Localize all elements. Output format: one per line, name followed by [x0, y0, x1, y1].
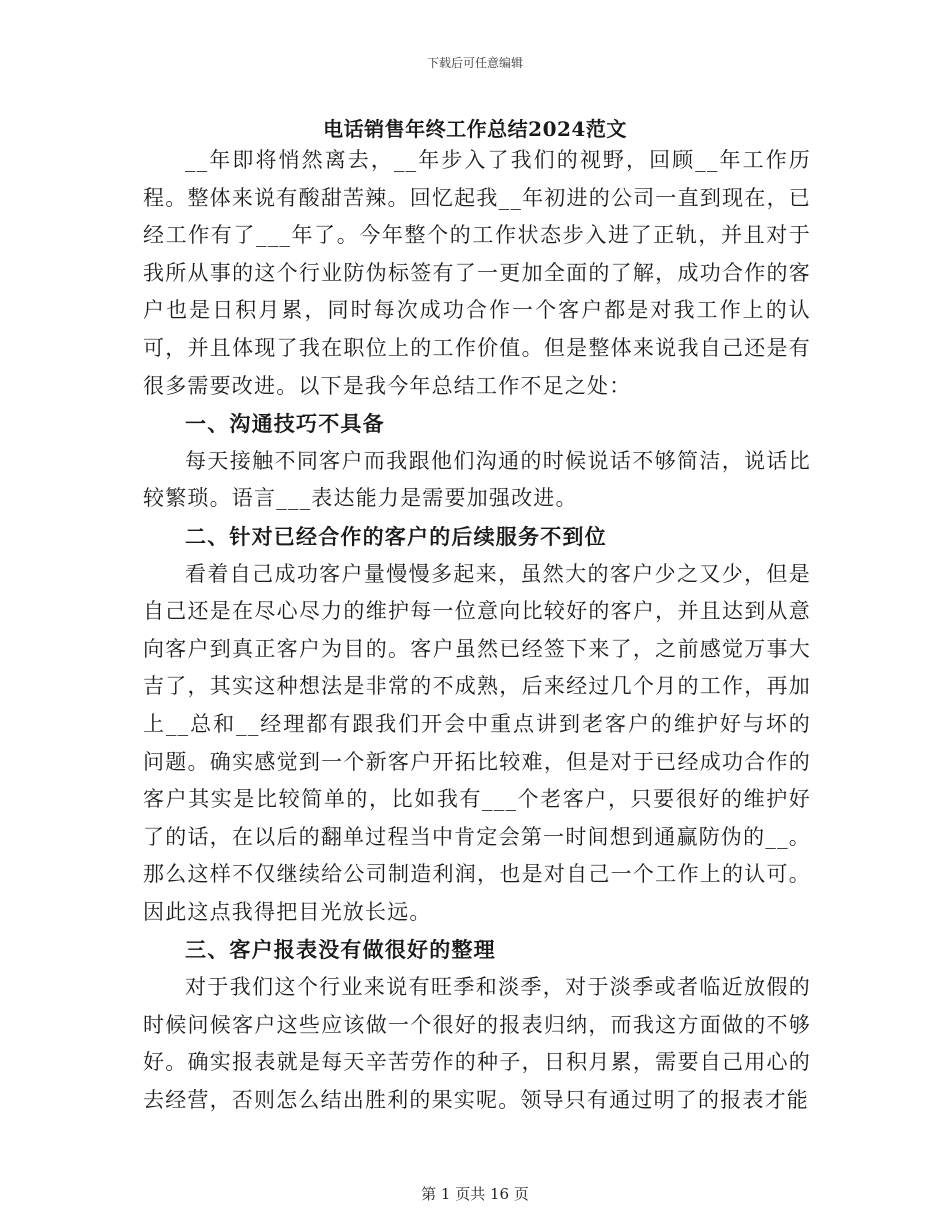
intro-paragraph: __年即将悄然离去，__年步入了我们的视野，回顾__年工作历程。整体来说有酸甜苦辣。回忆起我__年初进的公司一直到现在，已经工作有了___年了。今年整个的工作状态步入进了正轨，并且对于我所从事的这个行业防伪标签有了一更加全面的了解，成功合作的客户也是日积月累，同时每次成功合作一个客户都是对我工作上的认可，并且体现了我在职位上的工作价值。但是整体来说我自己还是有很多需要改进。以下是我今年总结工作不足之处：	[143, 148, 811, 398]
document-title: 电话销售年终工作总结2024范文	[323, 117, 627, 141]
section-heading-3: 三、客户报表没有做很好的整理	[185, 937, 496, 963]
download-note: 下载后可任意编辑	[426, 56, 523, 70]
page-number: 第 1 页共 16 页	[421, 1185, 529, 1203]
document-body	[143, 142, 811, 1119]
section-heading-1: 一、沟通技巧不具备	[185, 411, 385, 437]
section-paragraph-3: 对于我们这个行业来说有旺季和淡季，对于淡季或者临近放假的时候问候客户这些应该做一个很好的报表归纳，而我这方面做的不够好。确实报表就是每天辛苦劳作的种子，日积月累，需要自己用心的去经营，否则怎么结出胜利的果实呢。领导只有通过明了的报表才能	[143, 975, 811, 1112]
section-paragraph-1: 每天接触不同客户而我跟他们沟通的时候说话不够简洁，说话比较繁琐。语言___表达能力是需要加强改进。	[143, 448, 811, 511]
section-paragraph-2: 看着自己成功客户量慢慢多起来，虽然大的客户少之又少，但是自己还是在尽心尽力的维护每一位意向比较好的客户，并且达到从意向客户到真正客户为目的。客户虽然已经签下来了，之前感觉万事大吉了，其实这种想法是非常的不成熟，后来经过几个月的工作，再加上__总和__经理都有跟我们开会中重点讲到老客户的维护好与坏的问题。确实感觉到一个新客户开拓比较难，但是对于已经成功合作的客户其实是比较简单的，比如我有___个老客户，只要很好的维护好了的话，在以后的翻单过程当中肯定会第一时间想到通赢防伪的__。那么这样不仅继续给公司制造利润，也是对自己一个工作上的认可。因此这点我得把目光放长远。	[143, 561, 811, 924]
section-heading-2: 二、针对已经合作的客户的后续服务不到位	[185, 523, 607, 549]
